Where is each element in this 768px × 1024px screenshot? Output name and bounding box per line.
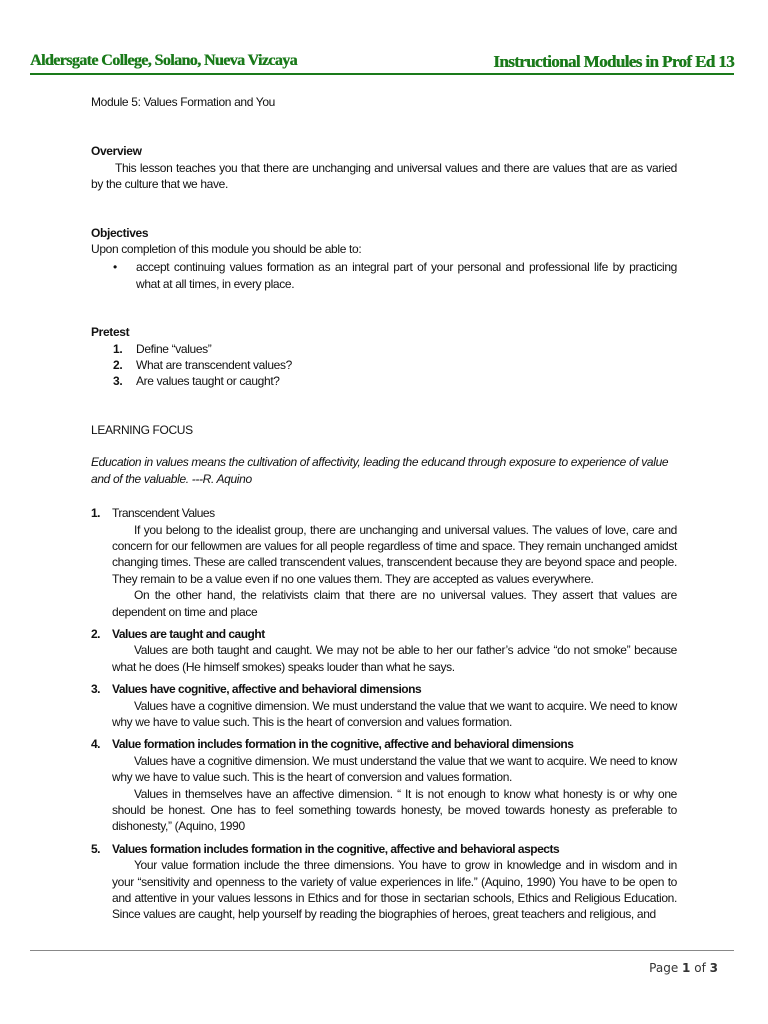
focus-item-1 [91,505,677,620]
focus-item-title: Values are taught and caught [112,626,265,641]
pretest-question: What are transcendent values? [136,358,292,373]
focus-paragraph: On the other hand, the relativists claim that there are no universal values. They assert that values are dependent on time and place [112,588,677,619]
learning-focus-quote: Education in values means the cultivation of affectivity, leading the educand through exposure to experience of value and of the valuable. ---R. Aquino [91,455,669,486]
learning-focus-heading: LEARNING FOCUS [91,422,193,437]
focus-item-heading [91,736,677,752]
focus-item-3 [91,681,677,730]
pretest-number: 1. [113,341,123,356]
pretest-item [91,357,677,373]
objectives-list [91,259,677,292]
page-word: Page [649,961,679,975]
focus-item-number: 3. [91,682,101,697]
focus-item-body [91,642,677,675]
focus-item-4 [91,736,677,834]
pretest-item [91,373,677,389]
objectives-intro: Upon completion of this module you should be able to: [91,242,362,257]
focus-paragraph: If you belong to the idealist group, there are unchanging and universal values. The values of love, care and concern for our fellowmen are values for all people regardless of time and space. They remain unchanged amidst changing times. These are called transcendent values, transcendent because they are beyond space and people. They remain to be a value even if no one values them. They are accepted as values everywhere. [112,522,677,586]
focus-item-2 [91,626,677,675]
focus-paragraph: Values in themselves have an affective dimension. “ It is not enough to know what honesty is or why one should be honest. One has to feel something towards honesty, be moved towards honesty as preferable to dishonesty,” (Aquino, 1990 [112,786,677,834]
focus-item-heading [91,505,677,521]
focus-item-body [91,698,677,731]
focus-item-title: Value formation includes formation in the cognitive, affective and behavioral dimensions [112,737,574,752]
focus-paragraph: Values are both taught and caught. We may not be able to her our father’s advice “do not smoke” because what he does (He himself smokes) speaks louder than what he says. [112,643,677,674]
pretest-list [91,341,677,390]
objective-item [91,259,677,292]
page-number [649,961,718,975]
focus-paragraph: Values have a cognitive dimension. We must understand the value that we want to acquire. We need to know why we have to value such. This is the heart of conversion and values formation. [112,753,677,785]
page-current: 1 [682,961,691,975]
focus-item-body [91,753,677,835]
pretest-question: Are values taught or caught? [136,374,280,389]
focus-item-title: Transcendent Values [112,506,215,521]
overview-text: This lesson teaches you that there are unchanging and universal values and there are values that are as varied by the culture that we have. [91,160,677,192]
pretest-number: 3. [113,374,123,389]
module-title: Module 5: Values Formation and You [91,95,276,109]
focus-item-number: 1. [91,506,101,521]
page-total: 3 [709,961,718,975]
document-body [91,94,677,923]
focus-item-5 [91,841,677,923]
focus-item-number: 4. [91,737,101,752]
objectives-heading: Objectives [91,225,149,240]
focus-item-heading [91,681,677,697]
focus-item-body [91,857,677,923]
focus-item-heading [91,626,677,642]
learning-focus-list [91,505,677,923]
header-module-series: Instructional Modules in Prof Ed 13 [493,52,734,71]
focus-item-heading [91,841,677,857]
page-of: of [694,961,706,975]
pretest-question: Define “values” [136,341,212,356]
bullet-icon: • [113,260,117,275]
pretest-heading: Pretest [91,325,130,340]
pretest-item [91,341,677,357]
focus-item-number: 2. [91,626,101,641]
footer-divider [30,950,734,951]
header-institution: Aldersgate College, Solano, Nueva Vizcaya [30,52,297,69]
focus-item-title: Values formation includes formation in the cognitive, affective and behavioral aspects [112,841,560,856]
header-divider [30,73,734,75]
focus-item-body [91,522,677,620]
overview-heading: Overview [91,144,142,159]
focus-item-title: Values have cognitive, affective and behavioral dimensions [112,682,422,697]
focus-item-number: 5. [91,841,101,856]
page-header [30,52,734,74]
focus-paragraph: Values have a cognitive dimension. We must understand the value that we want to acquire. We need to know why we have to value such. This is the heart of conversion and values formation. [112,698,677,729]
objective-text: accept continuing values formation as an integral part of your personal and professional life by practicing what at all times, in every place. [136,260,677,291]
focus-paragraph: Your value formation include the three dimensions. You have to grow in knowledge and in wisdom and in your “sensitivity and openness to the variety of value experiences in life.” (Aquino, 1990) You have to be open to and attentive in your values lessons in Ethics and for those in sectarian schools, Ethics and Religious Education. Since values are caught, help yourself by reading the biographies of heroes, great teachers and religious, and [112,858,677,922]
pretest-number: 2. [113,358,123,373]
